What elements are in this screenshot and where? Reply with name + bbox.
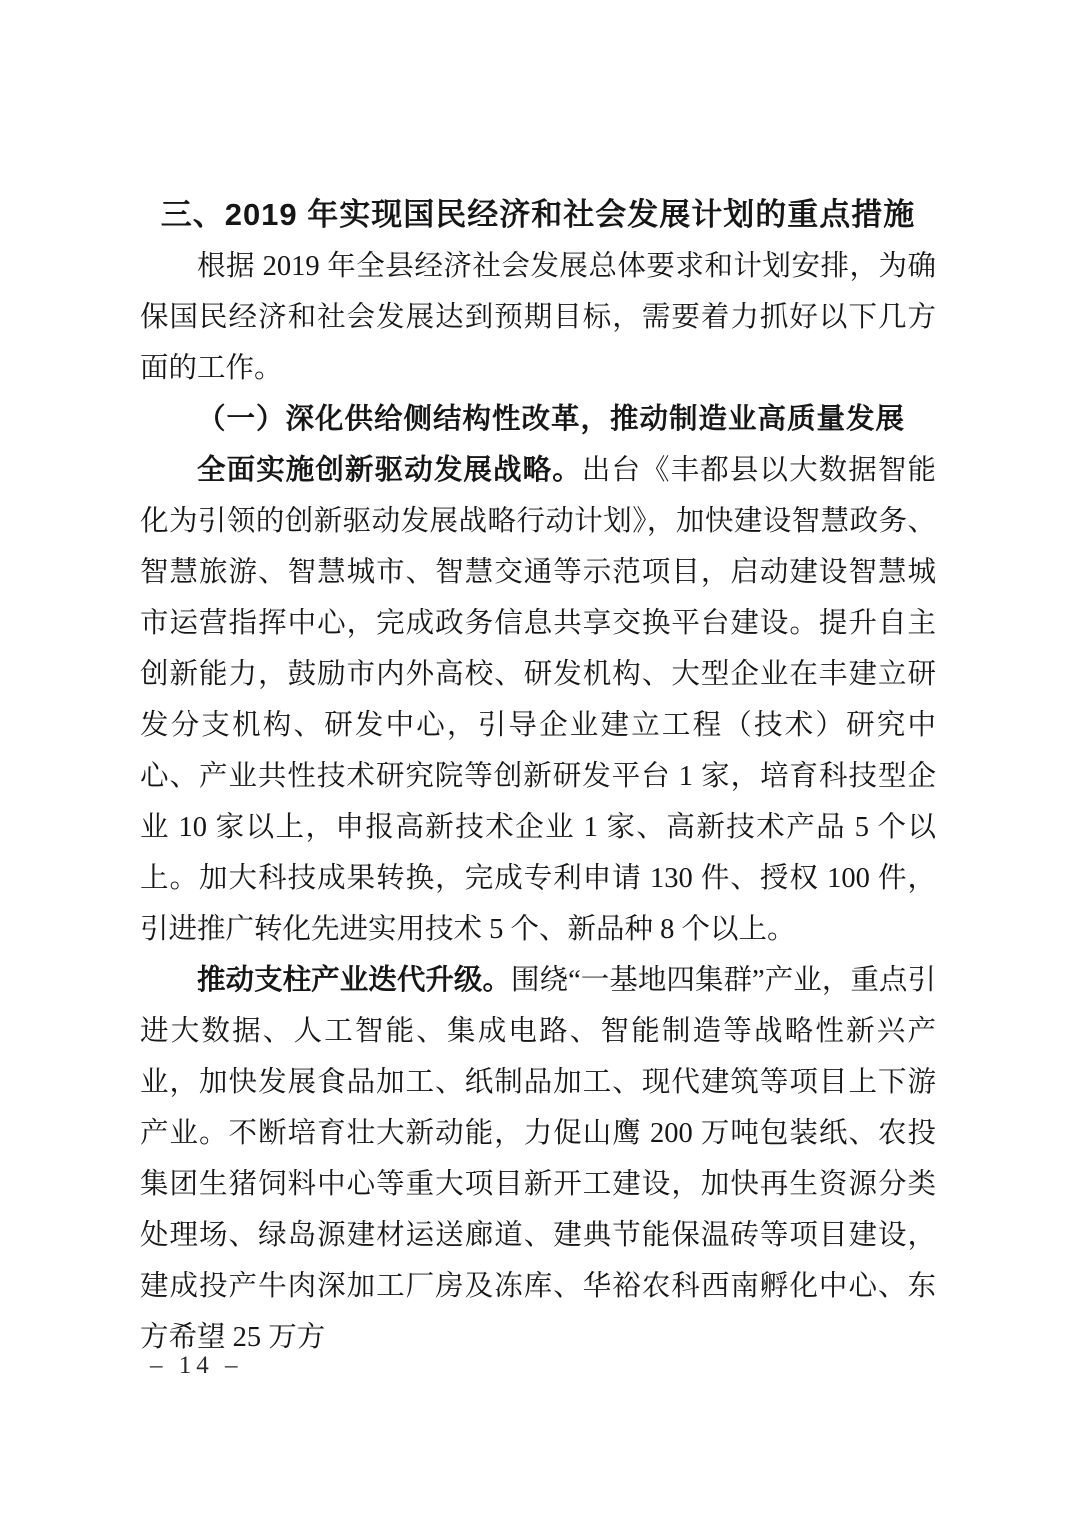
paragraph-lead: 全面实施创新驱动发展战略。 xyxy=(197,454,582,486)
paragraph-lead: 推动支柱产业迭代升级。 xyxy=(197,964,511,996)
paragraph: 推动支柱产业迭代升级。围绕“一基地四集群”产业，重点引进大数据、人工智能、集成电路、智能制造等战略性新兴产业，加快发展食品加工、纸制品加工、现代建筑等项目上下游产业。不断培育壮大新动能，力促山鹰 200 万吨包装纸、农投集团生猪饲料中心等重大项目新开工建设，加快再生资源分类处理场、绿岛源建材运送廊道、建典节能保温砖等项目建设，建成投产牛肉深加工厂房及冻库、华裕农科西南孵化中心、东方希望 25 万方 xyxy=(140,964,936,1353)
document-title: 三、2019 年实现国民经济和社会发展计划的重点措施 xyxy=(160,197,916,232)
document-body xyxy=(140,241,936,1363)
section-heading: （一）深化供给侧结构性改革，推动制造业高质量发展 xyxy=(197,404,906,435)
paragraph: 根据 2019 年全县经济社会发展总体要求和计划安排，为确保国民经济和社会发展达到预期目标，需要着力抓好以下几方面的工作。 xyxy=(140,251,936,384)
document-content xyxy=(140,189,936,1363)
paragraph: 全面实施创新驱动发展战略。出台《丰都县以大数据智能化为引领的创新驱动发展战略行动计划》，加快建设智慧政务、智慧旅游、智慧城市、智慧交通等示范项目，启动建设智慧城市运营指挥中心，完成政务信息共享交换平台建设。提升自主创新能力，鼓励市内外高校、研发机构、大型企业在丰建立研发分支机构、研发中心，引导企业建立工程（技术）研究中心、产业共性技术研究院等创新研发平台 1 家，培育科技型企业 10 家以上，申报高新技术企业 1 家、高新技术产品 5 个以上。加大科技成果转换，完成专利申请 130 件、授权 100 件，引进推广转化先进实用技术 5 个、新品种 8 个以上。 xyxy=(140,454,936,945)
page-number: – 14 – xyxy=(150,1352,243,1379)
